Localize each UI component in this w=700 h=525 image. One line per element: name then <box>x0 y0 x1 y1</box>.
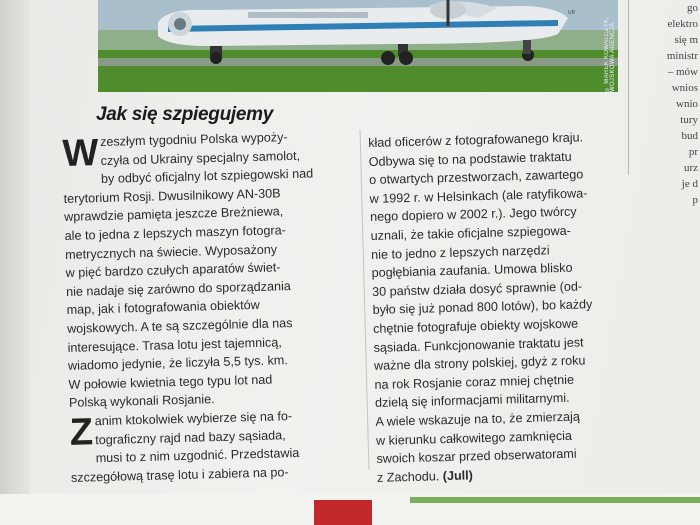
text-line: by odbyć oficjalny lot szpiegowski nad <box>100 166 314 187</box>
photo-credit: © MAREK KOWALCZYK, WOJSKOWA AGENCJA <box>604 16 616 92</box>
fragment-line: tury <box>680 114 698 126</box>
text-line: wprawdzie pamięta jeszcze Breżniewa, <box>63 204 284 225</box>
bottom-green-band <box>410 497 700 503</box>
text-line: ale to jedna z lepszych maszyn fotogra- <box>64 223 286 243</box>
text-line: szczegółową trasę lotu i zabiera na po- <box>70 464 289 485</box>
text-line: w kierunku całkowitego zamknięcia <box>375 428 573 448</box>
text-line: nie nadaje się zarówno do sporządzania <box>65 278 291 299</box>
text-line: interesujące. Trasa lotu jest tajemnicą, <box>67 334 282 355</box>
page-edge-shadow <box>0 0 30 525</box>
fragment-line: wnios <box>671 82 698 94</box>
text-line: anim ktokolwiek wybierze się na fo- <box>94 408 293 429</box>
text-line: A wiele wskazuje na to, że zmierzają <box>375 409 581 429</box>
text-line: kład oficerów z fotografowanego kraju. <box>368 130 584 150</box>
text-line: Polską wykonali Rosjanie. <box>68 392 215 411</box>
drop-cap: Z <box>69 411 94 454</box>
drop-cap: W <box>61 132 99 175</box>
adjacent-article-fragment <box>640 0 700 206</box>
fragment-line: się m <box>674 34 698 46</box>
text-line: tograficzny rajd nad bazy sąsiada, <box>95 427 286 447</box>
article-left-column <box>62 126 371 487</box>
text-line: sąsiada. Funkcjonowanie traktatu jest <box>373 334 584 355</box>
text-line: swoich koszar przed obserwatorami <box>376 446 577 466</box>
text-line: terytorium Rosji. Dwusilnikowy AN-30B <box>63 186 281 206</box>
svg-text:UR: UR <box>568 10 576 16</box>
text-line: wojskowych. A te są szczególnie dla nas <box>66 315 293 336</box>
text-line: uznali, że takie oficjalne szpiegowa- <box>370 223 572 243</box>
article-right-column <box>368 128 625 488</box>
fragment-line: p <box>692 194 698 206</box>
text-line: było się już ponad 800 lotów), bo każdy <box>372 297 593 318</box>
fragment-line: – mów <box>667 66 698 78</box>
text-line: wiadomo jedynie, że liczyła 5,5 tys. km. <box>67 353 288 374</box>
fragment-line: ministr <box>666 50 698 62</box>
text-line: w 1992 r. w Helsinkach (ale ratyfikowa- <box>369 186 588 206</box>
text-line: W połowie kwietnia tego typu lot nad <box>68 372 273 392</box>
text-line: o otwartych przestworzach, zawartego <box>369 167 584 188</box>
text-line: musi to z nim uzgodnić. Przedstawia <box>95 445 300 466</box>
fragment-line: wnio <box>676 98 698 110</box>
closing-text: z Zachodu. <box>376 468 440 485</box>
text-line: dzielą się informacjami militarnymi. <box>374 391 570 411</box>
fragment-line: urz <box>683 162 698 174</box>
an30-airplane-illustration <box>98 0 618 92</box>
text-line: map, jak i fotografowania obiektów <box>66 298 260 318</box>
text-line: pogłębiania zaufania. Umowa blisko <box>371 260 573 281</box>
text-line: chętnie fotografuje obiekty wojskowe <box>372 316 579 336</box>
text-line: zeszłym tygodniu Polska wypoży- <box>99 130 288 150</box>
text-line: ważne dla strony polskiej, gdyż z roku <box>373 353 586 374</box>
bottom-red-block <box>314 500 372 525</box>
fragment-line: go <box>687 2 698 14</box>
fragment-line: je d <box>681 178 698 190</box>
text-line: na rok Rosjanie coraz mniej chętnie <box>374 372 575 392</box>
text-line: nie to jedno z lepszych narzędzi <box>370 242 550 262</box>
text-line: w pięć bardzo czułych aparatów świet- <box>65 260 281 281</box>
fragment-line: pr <box>688 146 698 158</box>
fragment-line: elektro <box>667 18 698 30</box>
paragraph-2 <box>69 405 371 487</box>
column-divider <box>628 0 629 175</box>
author-signature: (Jull) <box>442 468 474 483</box>
text-line: metrycznych na świecie. Wyposażony <box>64 241 278 262</box>
fragment-line: bud <box>681 130 698 142</box>
text-line: Odbywa się to na podstawie traktatu <box>368 149 572 169</box>
text-line: czyła od Ukrainy specjalny samolot, <box>100 148 301 168</box>
aircraft-photo <box>98 0 618 92</box>
article-title: Jak się szpiegujemy <box>96 104 274 125</box>
paragraph-1 <box>62 126 369 413</box>
text-line: 30 państw działa dosyć sprawnie (od- <box>371 279 583 299</box>
text-line: nego dopiero w 2002 r.). Jego twórcy <box>369 204 577 225</box>
